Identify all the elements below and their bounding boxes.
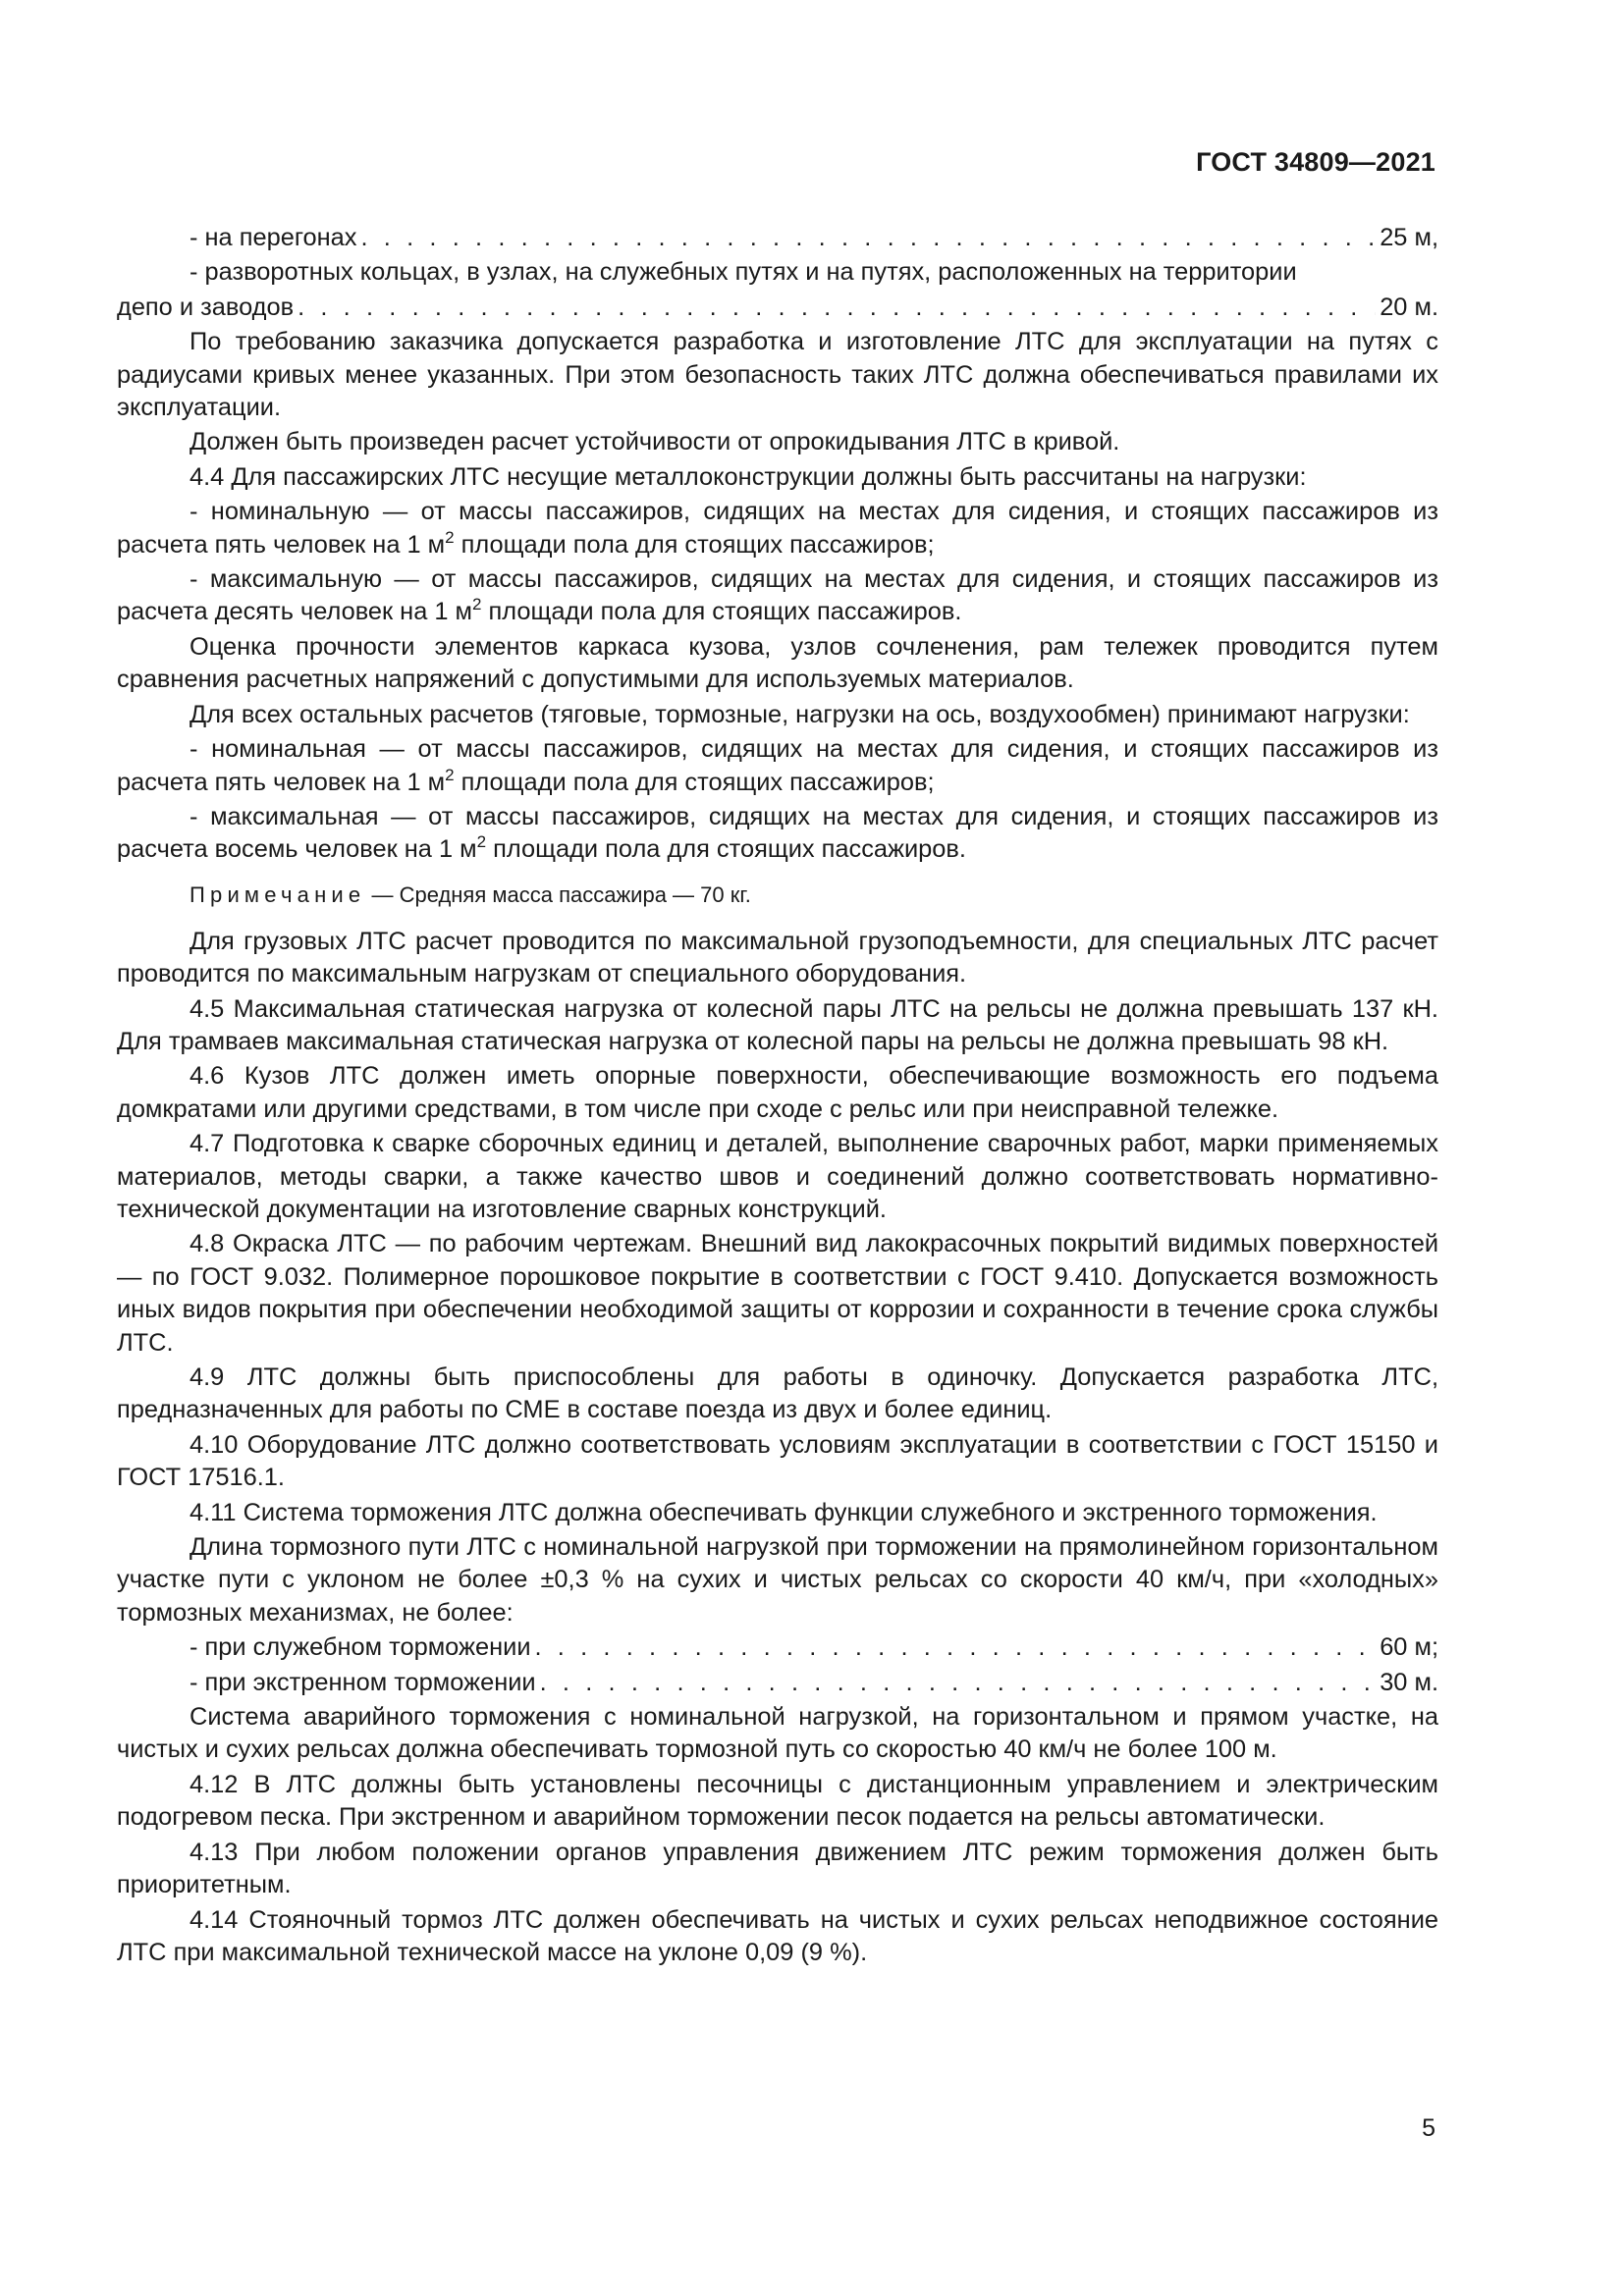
clause-4-14: 4.14 Стояночный тормоз ЛТС должен обеспечивать на чистых и сухих рельсах неподвижное состояние ЛТС при максимальной технической массе на уклоне 0,09 (9 %). <box>117 1905 1438 1966</box>
clause-4-13: 4.13 При любом положении органов управления движением ЛТС режим торможения должен быть приоритетным. <box>117 1838 1438 1899</box>
leader-label: - при экстренном торможении <box>189 1668 536 1696</box>
dot-leader <box>298 292 1376 324</box>
paragraph-text: площади пола для стоящих пассажиров; <box>454 530 935 559</box>
paragraph-text: площади пола для стоящих пассажиров. <box>486 835 966 864</box>
paragraph-text: - максимальную — от массы пассажиров, сидящих на местах для сидения, и стоящих пассажиров из расчета десять человек на 1 м <box>117 565 1438 626</box>
paragraph: Для грузовых ЛТС расчет проводится по максимальной грузоподъемности, для специальных ЛТС расчет проводится по максимальным нагрузкам от специального оборудования. <box>117 927 1438 988</box>
dot-leader <box>535 1631 1377 1664</box>
superscript: 2 <box>476 832 487 852</box>
paragraph <box>117 801 1438 867</box>
clause-4-9: 4.9 ЛТС должны быть приспособлены для работы в одиночку. Допускается разработка ЛТС, предназначенных для работы по СМЕ в составе поезда из двух и более единиц. <box>117 1363 1438 1424</box>
paragraph-text: - номинальная — от массы пассажиров, сидящих на местах для сидения, и стоящих пассажиров из расчета пять человек на 1 м <box>117 735 1438 796</box>
leader-label: - при служебном торможении <box>189 1633 531 1662</box>
paragraph-text: - номинальную — от массы пассажиров, сидящих на местах для сидения, и стоящих пассажиров из расчета пять человек на 1 м <box>117 498 1438 559</box>
paragraph: Система аварийного торможения с номинальной нагрузкой, на горизонтальном и прямом участке, на чистых и сухих рельсах должна обеспечивать тормозной путь со скоростью 40 км/ч не более 100 м. <box>117 1703 1438 1764</box>
clause-4-4: 4.4 Для пассажирских ЛТС несущие металлоконструкции должны быть рассчитаны на нагрузки: <box>189 462 1307 491</box>
clause-4-8: 4.8 Окраска ЛТС — по рабочим чертежам. Внешний вид лакокрасочных покрытий видимых поверхностей — по ГОСТ 9.032. Полимерное порошковое покрытие в соответствии с ГОСТ 9.410. Допускается возможность иных видов покрытия при обеспечении необходимой защиты от коррозии и сохранности в течение срока службы ЛТС. <box>117 1230 1438 1357</box>
paragraph-text: площади пола для стоящих пассажиров. <box>481 598 962 626</box>
paragraph: Длина тормозного пути ЛТС с номинальной нагрузкой при торможении на прямолинейном горизонтальном участке пути с уклоном не более ±0,3 % на сухих и чистых рельсах со скорости 40 км/ч, при «холодных» тормозных механизмах, не более: <box>117 1533 1438 1627</box>
leader-label: депо и заводов <box>117 293 295 321</box>
clause-4-10: 4.10 Оборудование ЛТС должно соответствовать условиям эксплуатации в соответствии с ГОСТ 15150 и ГОСТ 17516.1. <box>117 1430 1438 1492</box>
paragraph <box>117 496 1438 561</box>
clause-4-12: 4.12 В ЛТС должны быть установлены песочницы с дистанционным управлением и электрическим подогревом песка. При экстренном и аварийном торможении песок подается на рельсы автоматически. <box>117 1770 1438 1832</box>
superscript: 2 <box>472 595 482 614</box>
document-id-header: ГОСТ 34809—2021 <box>1196 147 1435 177</box>
paragraph: Для всех остальных расчетов (тяговые, тормозные, нагрузки на ось, воздухообмен) принимают нагрузки: <box>189 700 1410 728</box>
superscript: 2 <box>445 765 455 784</box>
clause-4-6: 4.6 Кузов ЛТС должен иметь опорные поверхности, обеспечивающие возможность его подъема домкратами или другими средствами, в том числе при сходе с рельс или при неисправной тележке. <box>117 1062 1438 1123</box>
dot-leader <box>360 222 1376 254</box>
leader-value: 25 м, <box>1380 224 1438 251</box>
clause-4-11: 4.11 Система торможения ЛТС должна обеспечивать функции служебного и экстренного торможения. <box>189 1498 1378 1526</box>
paragraph: Должен быть произведен расчет устойчивости от опрокидывания ЛТС в кривой. <box>189 428 1120 456</box>
clause-4-5: 4.5 Максимальная статическая нагрузка от колесной пары ЛТС на рельсы не должна превышать 137 кН. Для трамваев максимальная статическая нагрузка от колесной пары на рельсы не должна превышать 98 кН. <box>117 994 1438 1055</box>
note <box>117 881 1438 910</box>
list-item-leader <box>117 1631 1438 1664</box>
note-label: Примечание <box>189 881 366 907</box>
leader-value: 20 м. <box>1380 293 1438 321</box>
paragraph <box>117 563 1438 629</box>
list-item-leader <box>117 292 1438 324</box>
dot-leader <box>540 1667 1377 1699</box>
document-body <box>117 222 1438 1971</box>
leader-value: 60 м; <box>1380 1633 1438 1662</box>
list-item-leader <box>117 1667 1438 1699</box>
clause-4-7: 4.7 Подготовка к сварке сборочных единиц и деталей, выполнение сварочных работ, марки применяемых материалов, методы сварки, а также качество швов и соединений должно соответствовать нормативно-технической документации на изготовление сварных конструкций. <box>117 1130 1438 1223</box>
note-text: — Средняя масса пассажира — 70 кг. <box>365 881 751 907</box>
paragraph-text: - максимальная — от массы пассажиров, сидящих на местах для сидения, и стоящих пассажиров из расчета восемь человек на 1 м <box>117 802 1438 864</box>
paragraph <box>117 733 1438 799</box>
leader-value: 30 м. <box>1380 1668 1438 1696</box>
paragraph: - разворотных кольцах, в узлах, на служебных путях и на путях, расположенных на территории <box>189 258 1297 287</box>
paragraph-text: площади пола для стоящих пассажиров; <box>454 768 935 796</box>
superscript: 2 <box>445 527 455 547</box>
paragraph: Оценка прочности элементов каркаса кузова, узлов сочленения, рам тележек проводится путем сравнения расчетных напряжений с допустимыми для используемых материалов. <box>117 632 1438 694</box>
paragraph: По требованию заказчика допускается разработка и изготовление ЛТС для эксплуатации на путях с радиусами кривых менее указанных. При этом безопасность таких ЛТС должна обеспечиваться правилами их эксплуатации. <box>117 328 1438 422</box>
list-item-leader <box>117 222 1438 254</box>
page-number: 5 <box>1422 2114 1435 2142</box>
leader-label: - на перегонах <box>189 224 357 251</box>
